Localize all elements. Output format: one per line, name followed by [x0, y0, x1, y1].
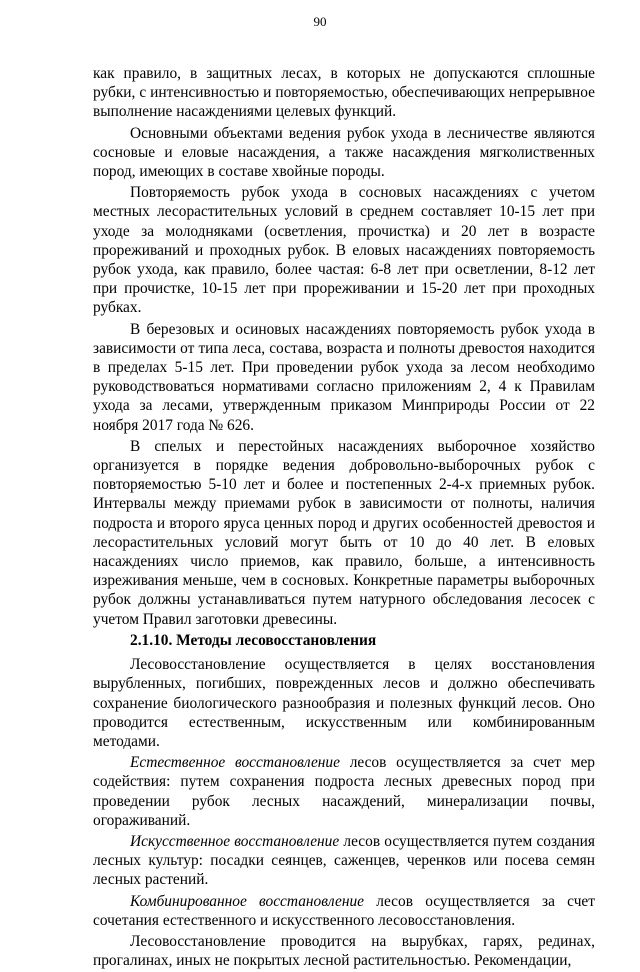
page-number: 90: [313, 14, 327, 29]
paragraph-10: Лесовосстановление проводится на вырубках, гарях, рединах, прогалинах, иных не покрытых лесной растительностью. Рекомендации,: [93, 932, 595, 970]
paragraph-6: Лесовосстановление осуществляется в целях восстановления вырубленных, погибших, поврежденных лесов и должно обеспечивать сохранение биологического разнообразия и полезных функций лесов. Оно проводится естественным, искусственным или комбинированным методами.: [93, 656, 595, 750]
paragraph-9-text: лесов осуществляется за счет сочетания естественного и искусственного лесовосстановления.: [93, 892, 595, 929]
paragraph-3: Повторяемость рубок ухода в сосновых насаждениях с учетом местных лесорастительных условий в среднем составляет 10-15 лет при уходе за молодняками (осветления, прочистка) и 20 лет в возрасте прореживаний и проходных рубок. В еловых насаждениях повторяемость рубок ухода, как правило, более частая: 6-8 лет при осветлении, 8-12 лет при прочистке, 10-15 лет при прореживании и 15-20 лет при проходных рубках.: [93, 184, 595, 317]
term-natural-restoration: Естественное восстановление: [130, 754, 340, 772]
paragraph-8: [93, 832, 595, 890]
paragraph-1: как правило, в защитных лесах, в которых не допускаются сплошные рубки, с интенсивностью и повторяемостью, обеспечивающих непрерывное выполнение насаждениями целевых функций.: [93, 65, 595, 121]
paragraph-7: [93, 753, 595, 830]
page-body: [93, 64, 595, 972]
term-artificial-restoration: Искусственное восстановление: [130, 832, 340, 850]
paragraph-7-text: лесов осуществляется за счет мер содействия: путем сохранения подроста лесных древесных пород при проведении рубок лесных насаждений, минерализации почвы, огораживаний.: [93, 754, 595, 829]
paragraph-8-text: лесов осуществляется путем создания лесных культур: посадки сеянцев, саженцев, черенков или посева семян лесных растений.: [93, 832, 595, 889]
paragraph-2: Основными объектами ведения рубок ухода в лесничестве являются сосновые и еловые насаждения, а также насаждения мягколиственных пород, имеющих в составе хвойные породы.: [93, 124, 595, 181]
paragraph-5: В спелых и перестойных насаждениях выборочное хозяйство организуется в порядке ведения добровольно-выборочных рубок с повторяемостью 5-10 лет и более и постепенных 2-4-х приемных рубок. Интервалы между приемами рубок в зависимости от полноты, наличия подроста и второго яруса ценных пород и других особенностей древостоя и лесорастительных условий могут быть от 10 до 40 лет. В еловых насаждениях число приемов, как правило, больше, а интенсивность изреживания меньше, чем в сосновых. Конкретные параметры выборочных рубок должны устанавливаться путем натурного обследования лесосек с учетом Правил заготовки древесины.: [93, 437, 595, 628]
paragraph-9: [93, 892, 595, 930]
section-heading: 2.1.10. Методы лесовосстановления: [130, 631, 377, 649]
paragraph-4: В березовых и осиновых насаждениях повторяемость рубок ухода в зависимости от типа леса, состава, возраста и полноты древостоя находится в пределах 5-15 лет. При проведении рубок ухода за лесом необходимо руководствоваться нормативами согласно приложениям 2, 4 к Правилам ухода за лесами, утвержденным приказом Минприроды России от 22 ноября 2017 года № 626.: [93, 320, 595, 434]
term-combined-restoration: Комбинированное восстановление: [130, 892, 364, 910]
